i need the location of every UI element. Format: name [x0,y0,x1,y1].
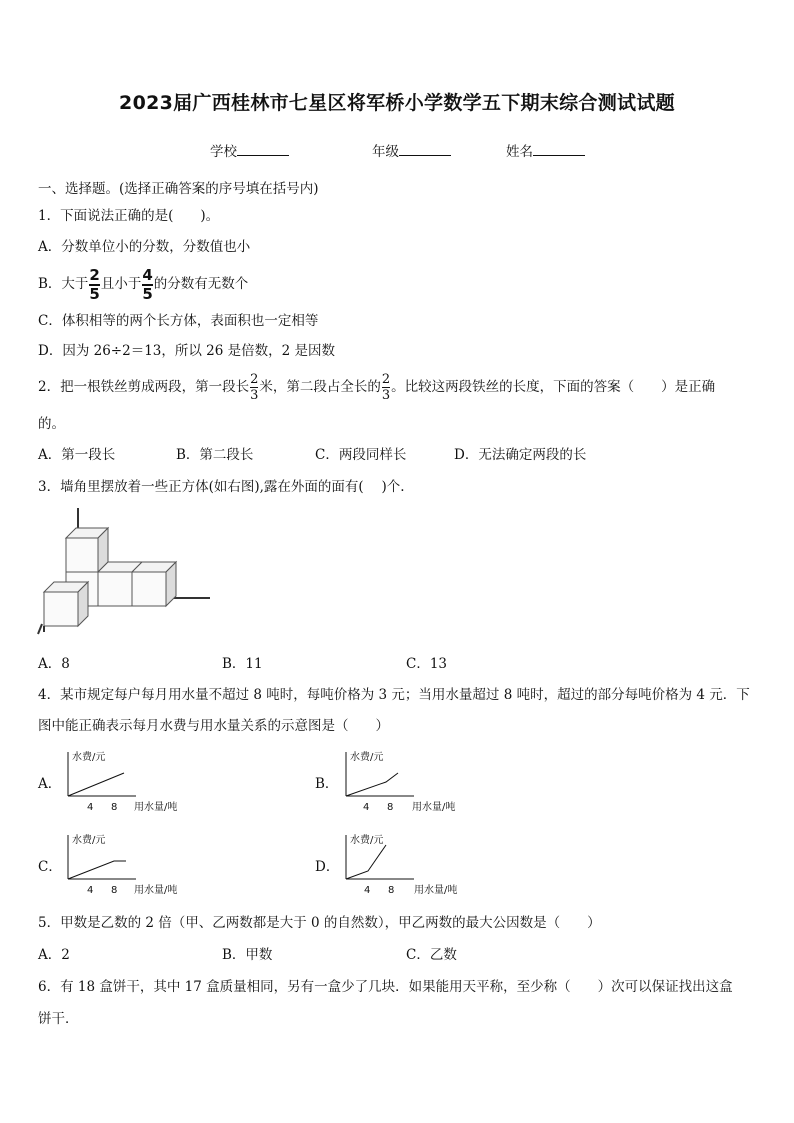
q6-stem-line1: 6．有 18 盒饼干，其中 17 盒质量相同，另有一盒少了几块．如果能用天平称，至少称（ ）次可以保证找出这盒 [38,979,733,995]
section-heading: 一、选择题。(选择正确答案的序号填在括号内) [38,181,319,197]
q2-option-d: D．无法确定两段的长 [454,447,587,463]
q3-option-c: C．13 [406,656,448,672]
q4-stem-line1: 4．某市规定每户每月用水量不超过 8 吨时，每吨价格为 3 元；当用水量超过 8 吨时，超过的部分每吨价格为 4 元．下 [38,687,750,703]
name-blank [533,141,585,156]
graph-c-y-label: 水费/元 [72,835,106,846]
q3-option-b: B．11 [222,656,263,672]
page-title: 2023届广西桂林市七星区将军桥小学数学五下期末综合测试试题 [119,92,675,114]
graph-c-x-label: 用水量/吨 [134,885,178,896]
q1-b-fraction-2: $\frac{4}{5}$ [142,265,153,303]
name-label: 姓名 [506,144,533,160]
grade-field [372,141,451,161]
graph-b-tick-8: 8 [387,802,394,813]
grade-blank [399,141,451,156]
school-label: 学校 [210,144,237,160]
graph-a-y-label: 水费/元 [72,752,106,763]
q1-b-post: 的分数有无数个 [153,276,249,292]
q4-graph-b [338,748,468,816]
q3-stem: 3．墙角里摆放着一些正方体(如右图),露在外面的面有( )个. [38,479,405,495]
q1-option-a: A．分数单位小的分数，分数值也小 [38,239,251,255]
graph-b-y-label: 水费/元 [350,752,384,763]
graph-c-tick-4: 4 [87,885,94,896]
graph-d-tick-4: 4 [364,885,371,896]
q4-option-c-label: C． [38,859,62,875]
q6-stem-line2: 饼干． [38,1011,79,1027]
graph-a-x-label: 用水量/吨 [134,802,178,813]
graph-a-tick-4: 4 [87,802,94,813]
q1-b-fraction-1: $\frac{2}{5}$ [89,265,100,303]
school-field [210,141,289,161]
q4-option-a-label: A． [38,776,62,792]
q1-option-b [38,262,248,306]
graph-b-x-label: 用水量/吨 [412,802,456,813]
q2-stem-mid: 米，第二段占全长的 [259,379,381,395]
graph-a-tick-8: 8 [111,802,118,813]
q1-b-mid: 且小于 [100,276,142,292]
cube-stack-figure [36,506,212,638]
q1-stem: 1．下面说法正确的是( )。 [38,208,220,224]
graph-d-x-label: 用水量/吨 [414,885,458,896]
q4-stem-line2: 图中能正确表示每月水费与用水量关系的示意图是（ ） [38,718,389,734]
graph-c-tick-8: 8 [111,885,118,896]
q2-fraction-1: $\frac{2}{3}$ [250,372,259,403]
q1-b-pre: B．大于 [38,276,89,292]
q2-stem-cont: 的。 [38,416,65,432]
q4-option-b-label: B． [315,776,339,792]
q2-option-a: A．第一段长 [38,447,116,463]
q2-option-c: C．两段同样长 [315,447,407,463]
graph-d-tick-8: 8 [388,885,395,896]
q4-graph-d [338,831,468,899]
q2-stem [38,366,715,408]
q2-stem-post: 。比较这两段铁丝的长度，下面的答案（ ）是正确 [391,379,716,395]
q2-option-b: B．第二段长 [176,447,254,463]
graph-b-tick-4: 4 [363,802,370,813]
school-blank [237,141,289,156]
q1-option-c: C．体积相等的两个长方体，表面积也一定相等 [38,313,319,329]
q2-stem-pre: 2．把一根铁丝剪成两段，第一段长 [38,379,250,395]
q3-option-a: A．8 [38,656,70,672]
q4-graph-a [60,748,190,816]
grade-label: 年级 [372,144,399,160]
q4-graph-c [60,831,190,899]
name-field [506,141,585,161]
q1-option-d: D．因为 26÷2＝13，所以 26 是倍数，2 是因数 [38,343,336,359]
graph-d-y-label: 水费/元 [350,835,384,846]
q5-stem: 5．甲数是乙数的 2 倍（甲、乙两数都是大于 0 的自然数），甲乙两数的最大公因数是（ ） [38,915,601,931]
q5-option-c: C．乙数 [406,947,457,963]
q5-option-b: B．甲数 [222,947,273,963]
q2-fraction-2: $\frac{2}{3}$ [381,372,391,403]
q4-option-d-label: D． [315,859,340,875]
q5-option-a: A．2 [38,947,70,963]
